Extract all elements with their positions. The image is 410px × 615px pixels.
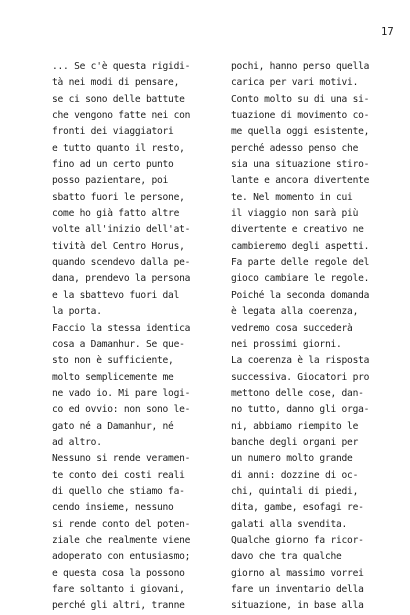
text-line: perché gli altri, tranne xyxy=(52,600,185,612)
text-line: galati alla svendita. xyxy=(231,518,348,530)
text-line: di quello che stiamo fa- xyxy=(52,485,185,497)
text-line: successiva. Giocatori pro xyxy=(231,371,370,383)
text-line: sto non è sufficiente, xyxy=(52,355,174,367)
text-line: Fa parte delle regole del xyxy=(231,257,370,269)
text-line: fare un inventario della xyxy=(231,584,364,595)
text-line: Conto molto su di una si- xyxy=(231,93,370,105)
text-line: se ci sono delle battute xyxy=(52,93,185,105)
text-line: chi, quintali di piedi, xyxy=(231,485,359,497)
text-line: e questa cosa la possono xyxy=(52,567,185,579)
text-line: posso pazientare, poi xyxy=(52,175,169,187)
text-line: che vengono fatte nei con xyxy=(52,110,191,122)
text-line: sbatto fuori le persone, xyxy=(52,191,185,203)
text-line: il viaggio non sarà più xyxy=(231,208,359,220)
text-line: la porta. xyxy=(52,306,102,318)
text-line: molto semplicemente me xyxy=(52,371,174,383)
text-line: sia una situazione stiro- xyxy=(231,159,370,171)
text-line: gioco cambiare le regole. xyxy=(231,273,370,285)
text-line: fare soltanto i giovani, xyxy=(52,584,185,595)
text-line: fronti dei viaggiatori xyxy=(52,126,174,138)
text-line: adoperato con entusiasmo; xyxy=(52,551,191,563)
text-line: te. Nel momento in cui xyxy=(231,191,353,203)
text-line: no tutto, danno gli orga- xyxy=(231,404,370,416)
text-line: vedremo cosa succederà xyxy=(231,322,353,334)
text-line: La coerenza è la risposta xyxy=(231,355,370,367)
text-line: tà nei modi di pensare, xyxy=(52,77,180,89)
text-line: di anni: dozzine di oc- xyxy=(231,469,359,481)
right-text-column xyxy=(231,59,393,615)
text-line: è legata alla coerenza, xyxy=(231,306,359,318)
text-line: lante e ancora divertente xyxy=(231,175,370,187)
page-number: 17 xyxy=(381,26,394,38)
text-line: ad altro. xyxy=(52,436,102,448)
text-line: e la sbattevo fuori dal xyxy=(52,289,180,301)
text-line: ne vado io. Mi pare logi- xyxy=(52,387,191,399)
text-line: situazione, in base alla xyxy=(231,600,364,612)
text-line: cosa a Damanhur. Se que- xyxy=(52,338,185,350)
text-line: volte all'inizio dell'at- xyxy=(52,224,191,236)
text-line: Poiché la seconda domanda xyxy=(231,289,370,301)
text-line: me quella oggi esistente, xyxy=(231,126,370,138)
text-line: divertente e creativo ne xyxy=(231,224,364,236)
text-line: carica per vari motivi. xyxy=(231,77,359,89)
text-line: fino ad un certo punto xyxy=(52,159,174,171)
text-line: tività del Centro Horus, xyxy=(52,240,185,252)
text-line: perché adesso penso che xyxy=(231,142,359,154)
text-line: come ho già fatto altre xyxy=(52,208,180,220)
text-line: pochi, hanno perso quella xyxy=(231,61,370,72)
text-line: si rende conto del poten- xyxy=(52,518,191,530)
text-line: ... Se c'è questa rigidi- xyxy=(52,61,191,72)
text-line: te conto dei costi reali xyxy=(52,469,185,481)
text-line: Qualche giorno fa ricor- xyxy=(231,534,364,546)
text-line: mettono delle cose, dan- xyxy=(231,387,364,399)
text-line: davo che tra qualche xyxy=(231,551,342,563)
text-line: ni, abbiamo riempito le xyxy=(231,420,359,432)
text-line: cendo insieme, nessuno xyxy=(52,502,174,514)
text-line: ziale che realmente viene xyxy=(52,534,191,546)
text-line: e tutto quanto il resto, xyxy=(52,142,185,154)
text-line: gato né a Damanhur, né xyxy=(52,420,174,432)
text-line: Faccio la stessa identica xyxy=(52,322,191,334)
text-line: giorno al massimo vorrei xyxy=(231,567,364,579)
text-line: Nessuno si rende veramen- xyxy=(52,453,191,465)
text-line: cambieremo degli aspetti. xyxy=(231,240,370,252)
text-line: co ed ovvio: non sono le- xyxy=(52,404,191,416)
text-line: nei prossimi giorni. xyxy=(231,338,342,350)
text-line: un numero molto grande xyxy=(231,453,353,465)
text-line: dita, gambe, esofagi re- xyxy=(231,502,364,514)
text-line: banche degli organi per xyxy=(231,436,359,448)
left-text-column xyxy=(52,59,212,615)
text-line: quando scendevo dalla pe- xyxy=(52,257,191,269)
text-line: dana, prendevo la persona xyxy=(52,273,191,285)
text-line: tuazione di movimento co- xyxy=(231,110,370,122)
